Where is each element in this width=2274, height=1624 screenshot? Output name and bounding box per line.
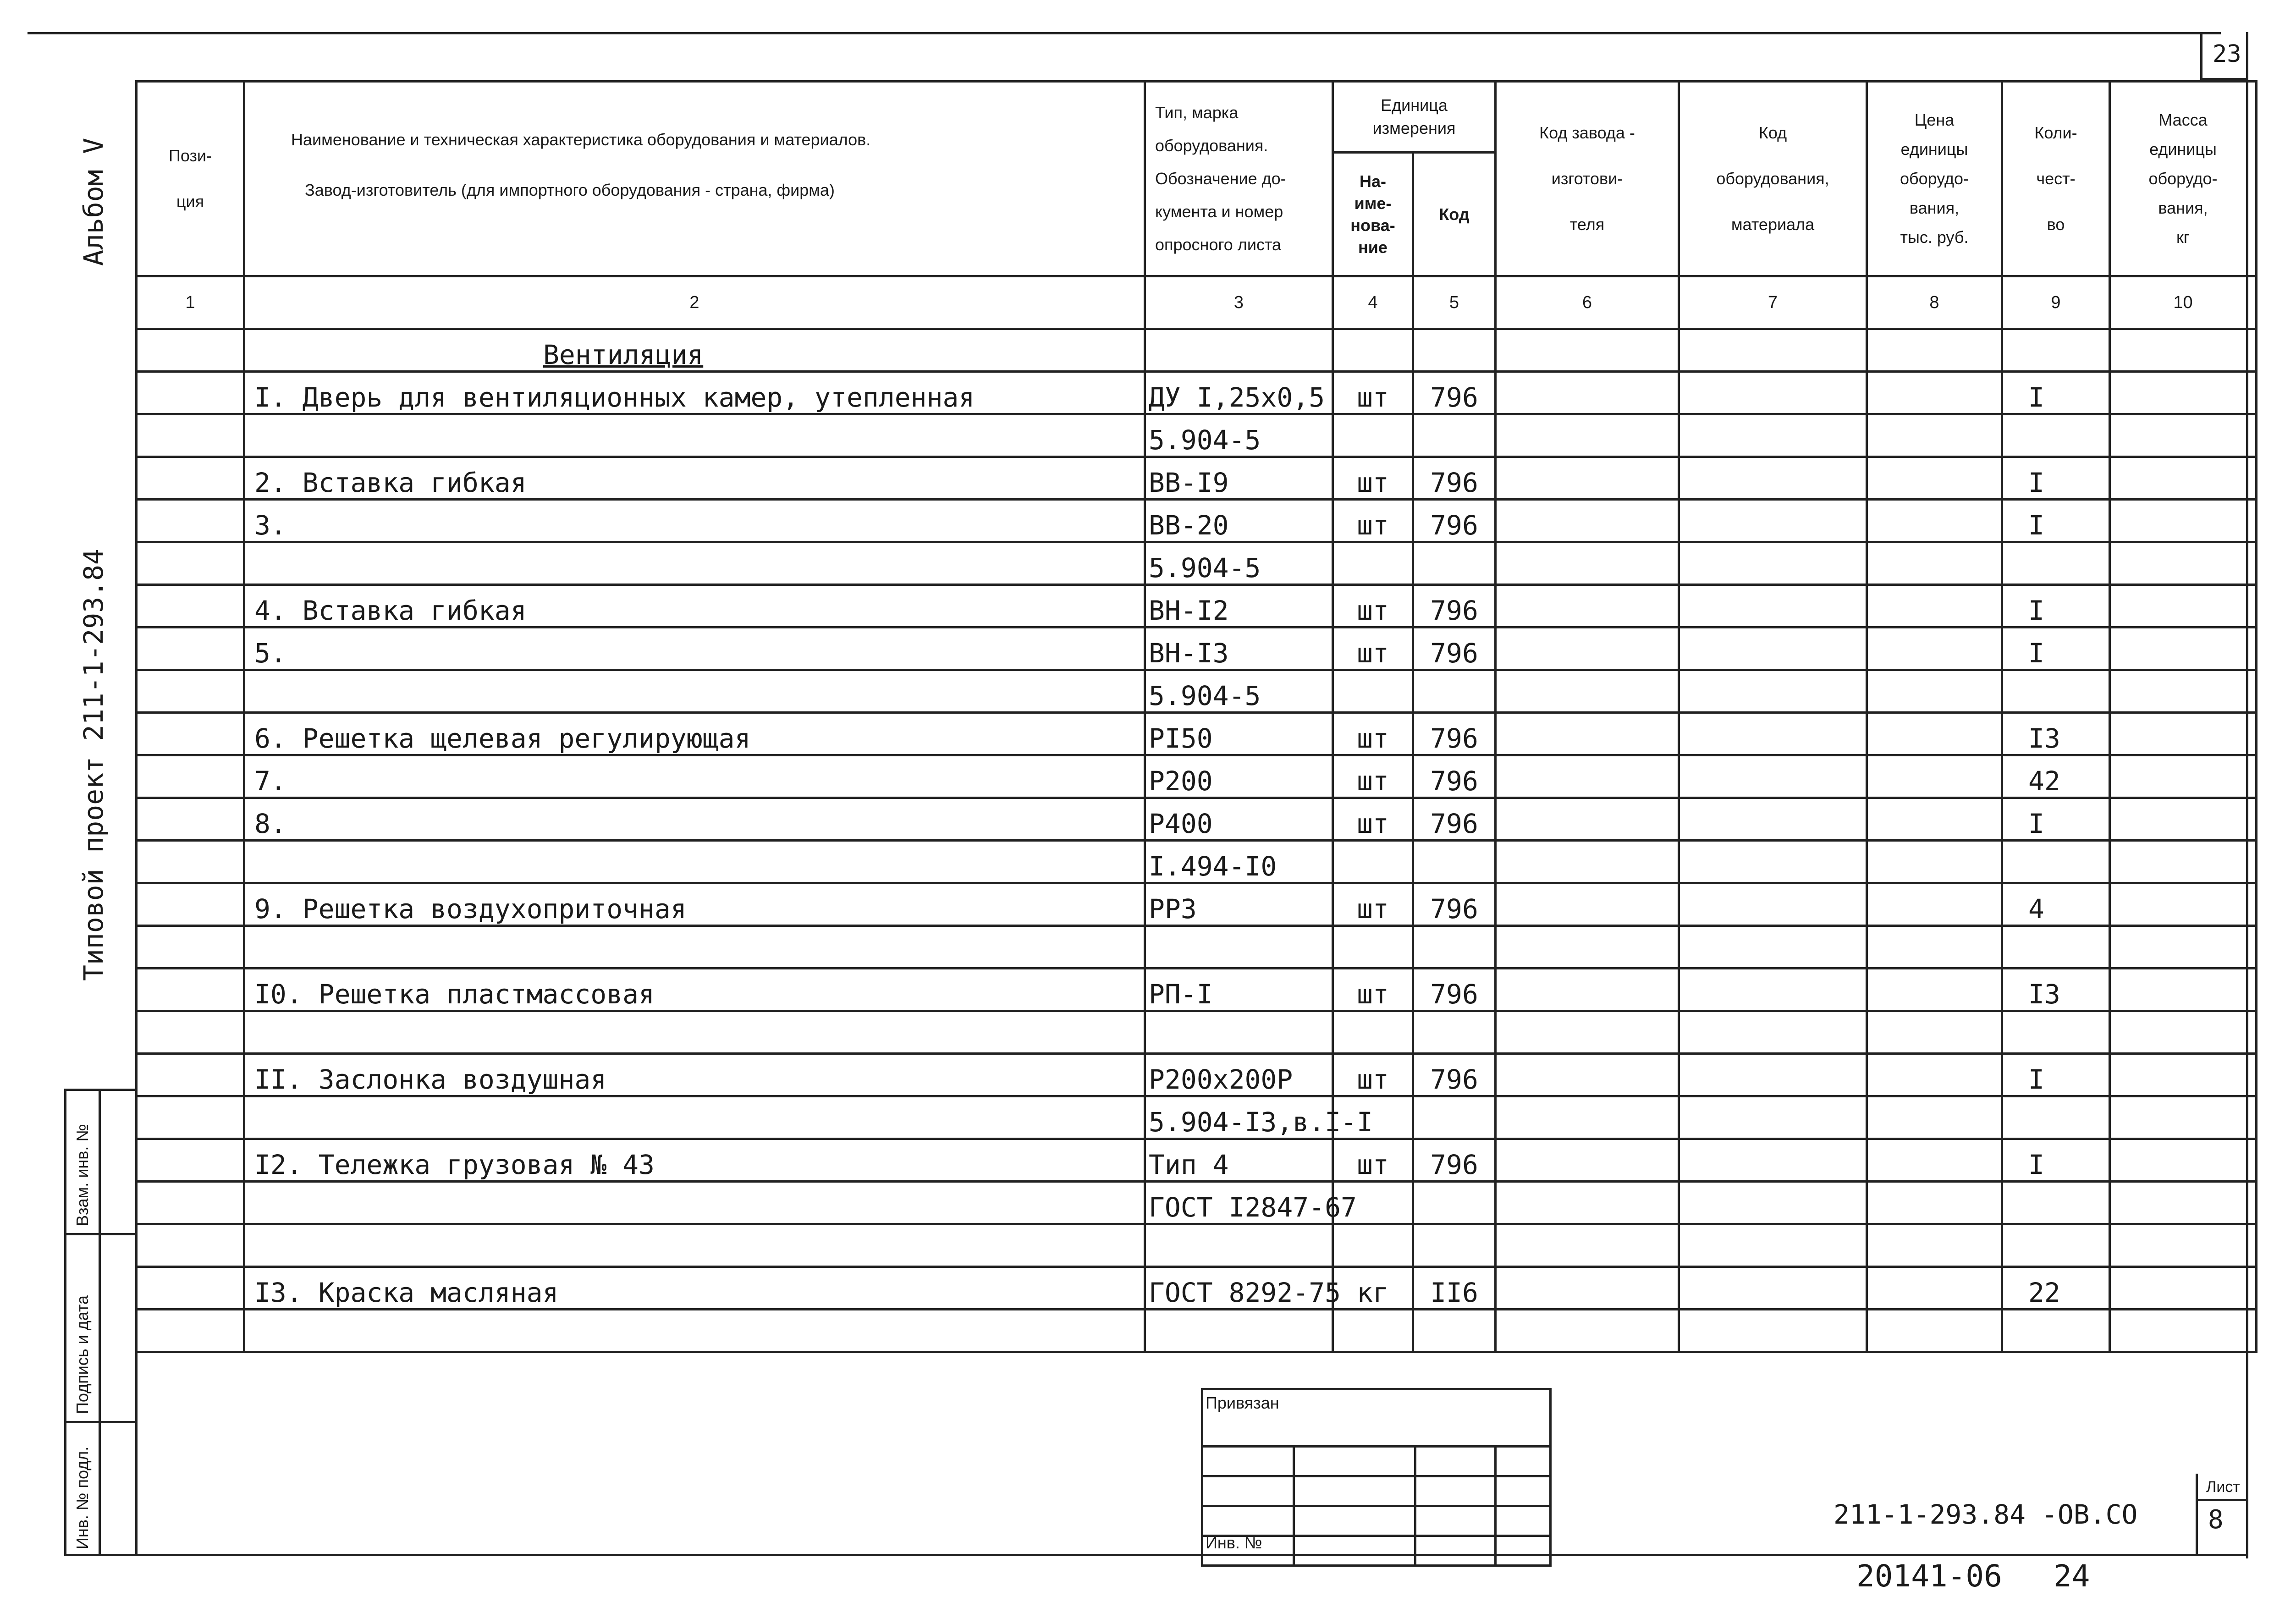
cell-name bbox=[244, 670, 1145, 713]
spec-rows bbox=[137, 372, 2257, 1352]
cell-equipment-code bbox=[1679, 1182, 1867, 1224]
page-number: 23 bbox=[2213, 40, 2241, 68]
cell-unit bbox=[1333, 542, 1413, 585]
cell-type: ВВ-20 bbox=[1145, 500, 1333, 542]
column-number: 1 bbox=[137, 276, 244, 329]
cell-plant-code bbox=[1496, 1182, 1679, 1224]
cell-quantity bbox=[2002, 1011, 2110, 1054]
cell-unit-code: II6 bbox=[1413, 1267, 1496, 1310]
cell-equipment-code bbox=[1679, 628, 1867, 670]
cell-mass bbox=[2110, 883, 2257, 926]
cell-position bbox=[137, 1182, 244, 1224]
cell-mass bbox=[2110, 1310, 2257, 1352]
specification-table bbox=[135, 80, 2257, 1353]
document-code: 211-1-293.84 -ОВ.СО bbox=[1834, 1499, 2138, 1530]
header-equipment-code: Код оборудования, материала bbox=[1679, 82, 1867, 276]
cell-equipment-code bbox=[1679, 670, 1867, 713]
header-plant-code: Код завода - изготови- теля bbox=[1496, 82, 1679, 276]
cell-name: 4. Вставка гибкая bbox=[244, 585, 1145, 628]
cell-price bbox=[1867, 500, 2002, 542]
cell-price bbox=[1867, 713, 2002, 755]
cell-price bbox=[1867, 585, 2002, 628]
cell-position bbox=[137, 414, 244, 457]
footer-page: 24 bbox=[2054, 1558, 2090, 1594]
cell-price bbox=[1867, 969, 2002, 1011]
cell-price bbox=[1867, 1096, 2002, 1139]
cell-position bbox=[137, 1267, 244, 1310]
cell-unit bbox=[1333, 926, 1413, 969]
cell-mass bbox=[2110, 1011, 2257, 1054]
cell-unit: шт bbox=[1333, 457, 1413, 500]
cell-unit: шт bbox=[1333, 713, 1413, 755]
cell-unit-code bbox=[1413, 414, 1496, 457]
table-row bbox=[137, 500, 2257, 542]
cell-position bbox=[137, 798, 244, 841]
table-row bbox=[137, 755, 2257, 798]
cell-type: 5.904-5 bbox=[1145, 542, 1333, 585]
cell-plant-code bbox=[1496, 628, 1679, 670]
table-row bbox=[137, 1139, 2257, 1182]
table-row bbox=[137, 798, 2257, 841]
cell-unit bbox=[1333, 670, 1413, 713]
cell-price bbox=[1867, 755, 2002, 798]
cell-mass bbox=[2110, 372, 2257, 414]
cell-unit: шт bbox=[1333, 628, 1413, 670]
cell-position bbox=[137, 1096, 244, 1139]
cell-name: I3. Краска масляная bbox=[244, 1267, 1145, 1310]
cell-unit-code: 796 bbox=[1413, 798, 1496, 841]
cell-plant-code bbox=[1496, 1267, 1679, 1310]
cell-plant-code bbox=[1496, 1310, 1679, 1352]
cell-position bbox=[137, 670, 244, 713]
cell-quantity: I bbox=[2002, 1139, 2110, 1182]
cell-type: РI50 bbox=[1145, 713, 1333, 755]
cell-quantity: I bbox=[2002, 372, 2110, 414]
cell-unit-code: 796 bbox=[1413, 1054, 1496, 1096]
cell-mass bbox=[2110, 1182, 2257, 1224]
cell-equipment-code bbox=[1679, 457, 1867, 500]
cell-name bbox=[244, 1096, 1145, 1139]
cell-position bbox=[137, 1054, 244, 1096]
inventory-label: Инв. № bbox=[1206, 1533, 1262, 1552]
cell-position bbox=[137, 500, 244, 542]
cell-position bbox=[137, 883, 244, 926]
attached-label: Привязан bbox=[1206, 1393, 1279, 1412]
cell-equipment-code bbox=[1679, 713, 1867, 755]
cell-name: I0. Решетка пластмассовая bbox=[244, 969, 1145, 1011]
cell-plant-code bbox=[1496, 1224, 1679, 1267]
header-row bbox=[137, 82, 2257, 153]
cell-mass bbox=[2110, 542, 2257, 585]
cell-mass bbox=[2110, 1224, 2257, 1267]
cell-unit: шт bbox=[1333, 585, 1413, 628]
table-row bbox=[137, 1011, 2257, 1054]
cell-position bbox=[137, 1224, 244, 1267]
cell-type: Р400 bbox=[1145, 798, 1333, 841]
project-label: Типовой проект 211-1-293.84 bbox=[78, 549, 109, 981]
cell-unit: кг bbox=[1333, 1267, 1413, 1310]
cell-type: 5.904-I3,в.I-I bbox=[1145, 1096, 1333, 1139]
cell-unit bbox=[1333, 1224, 1413, 1267]
column-number: 9 bbox=[2002, 276, 2110, 329]
cell-equipment-code bbox=[1679, 1139, 1867, 1182]
cell-plant-code bbox=[1496, 1139, 1679, 1182]
cell-name bbox=[244, 542, 1145, 585]
cell-quantity bbox=[2002, 841, 2110, 883]
cell-mass bbox=[2110, 969, 2257, 1011]
cell-position bbox=[137, 457, 244, 500]
cell-unit-code: 796 bbox=[1413, 457, 1496, 500]
cell-name: 6. Решетка щелевая регулирующая bbox=[244, 713, 1145, 755]
cell-unit: шт bbox=[1333, 883, 1413, 926]
cell-type bbox=[1145, 1011, 1333, 1054]
cell-mass bbox=[2110, 841, 2257, 883]
cell-mass bbox=[2110, 585, 2257, 628]
cell-unit bbox=[1333, 414, 1413, 457]
table-row bbox=[137, 457, 2257, 500]
cell-quantity: 22 bbox=[2002, 1267, 2110, 1310]
cell-position bbox=[137, 585, 244, 628]
cell-name: 8. bbox=[244, 798, 1145, 841]
cell-type: ВН-I2 bbox=[1145, 585, 1333, 628]
column-number: 7 bbox=[1679, 276, 1867, 329]
cell-quantity bbox=[2002, 414, 2110, 457]
cell-type: ВН-I3 bbox=[1145, 628, 1333, 670]
header-unit-name: На- име- нова- ние bbox=[1333, 153, 1413, 276]
table-row bbox=[137, 1267, 2257, 1310]
table-row bbox=[137, 585, 2257, 628]
cell-unit-code bbox=[1413, 841, 1496, 883]
table-row bbox=[137, 969, 2257, 1011]
cell-unit-code: 796 bbox=[1413, 372, 1496, 414]
cell-unit-code: 796 bbox=[1413, 755, 1496, 798]
cell-plant-code bbox=[1496, 414, 1679, 457]
cell-unit-code bbox=[1413, 1182, 1496, 1224]
cell-name: 9. Решетка воздухоприточная bbox=[244, 883, 1145, 926]
margin-box bbox=[64, 1089, 138, 1556]
header-mass: Масса единицы оборудо- вания, кг bbox=[2110, 82, 2257, 276]
cell-quantity: I bbox=[2002, 1054, 2110, 1096]
table-row bbox=[137, 372, 2257, 414]
table-row bbox=[137, 414, 2257, 457]
cell-price bbox=[1867, 1182, 2002, 1224]
sheet-box bbox=[2196, 1474, 2248, 1556]
cell-position bbox=[137, 1139, 244, 1182]
cell-mass bbox=[2110, 926, 2257, 969]
header-quantity: Коли- чест- во bbox=[2002, 82, 2110, 276]
cell-equipment-code bbox=[1679, 1011, 1867, 1054]
cell-equipment-code bbox=[1679, 500, 1867, 542]
cell-quantity: I bbox=[2002, 628, 2110, 670]
cell-position bbox=[137, 969, 244, 1011]
column-number: 6 bbox=[1496, 276, 1679, 329]
table-row bbox=[137, 1224, 2257, 1267]
cell-equipment-code bbox=[1679, 883, 1867, 926]
cell-plant-code bbox=[1496, 1054, 1679, 1096]
section-title: Вентиляция bbox=[244, 329, 1145, 372]
cell-position bbox=[137, 1310, 244, 1352]
header-price: Цена единицы оборудо- вания, тыс. руб. bbox=[1867, 82, 2002, 276]
header-position: Пози- ция bbox=[137, 82, 244, 276]
cell-plant-code bbox=[1496, 1096, 1679, 1139]
cell-quantity: I3 bbox=[2002, 713, 2110, 755]
cell-equipment-code bbox=[1679, 1267, 1867, 1310]
cell-quantity bbox=[2002, 1224, 2110, 1267]
cell-type: 5.904-5 bbox=[1145, 670, 1333, 713]
margin-field-inventory: Инв. № подл. bbox=[73, 1446, 92, 1549]
cell-type: ГОСТ I2847-67 bbox=[1145, 1182, 1333, 1224]
cell-type: ДУ I,25х0,5 bbox=[1145, 372, 1333, 414]
table-row bbox=[137, 628, 2257, 670]
header-name: Наименование и техническая характеристика оборудования и материалов. Завод-изготовитель (для импортного оборудования - страна, фирма) bbox=[244, 82, 1145, 276]
cell-quantity: I bbox=[2002, 457, 2110, 500]
cell-type bbox=[1145, 1310, 1333, 1352]
cell-plant-code bbox=[1496, 372, 1679, 414]
cell-type: РП-I bbox=[1145, 969, 1333, 1011]
cell-mass bbox=[2110, 670, 2257, 713]
cell-price bbox=[1867, 1011, 2002, 1054]
column-number: 10 bbox=[2110, 276, 2257, 329]
cell-name bbox=[244, 414, 1145, 457]
cell-plant-code bbox=[1496, 926, 1679, 969]
cell-name: I. Дверь для вентиляционных камер, утепленная bbox=[244, 372, 1145, 414]
table-row bbox=[137, 1054, 2257, 1096]
column-number: 4 bbox=[1333, 276, 1413, 329]
cell-quantity bbox=[2002, 542, 2110, 585]
cell-price bbox=[1867, 670, 2002, 713]
cell-mass bbox=[2110, 755, 2257, 798]
cell-plant-code bbox=[1496, 841, 1679, 883]
cell-unit-code bbox=[1413, 542, 1496, 585]
cell-equipment-code bbox=[1679, 926, 1867, 969]
cell-plant-code bbox=[1496, 1011, 1679, 1054]
cell-name bbox=[244, 1011, 1145, 1054]
cell-quantity bbox=[2002, 926, 2110, 969]
cell-price bbox=[1867, 1267, 2002, 1310]
cell-plant-code bbox=[1496, 585, 1679, 628]
cell-type: I.494-I0 bbox=[1145, 841, 1333, 883]
cell-unit-code: 796 bbox=[1413, 883, 1496, 926]
cell-mass bbox=[2110, 457, 2257, 500]
cell-unit-code: 796 bbox=[1413, 713, 1496, 755]
cell-type: ГОСТ 8292-75 bbox=[1145, 1267, 1333, 1310]
cell-equipment-code bbox=[1679, 1096, 1867, 1139]
column-number: 2 bbox=[244, 276, 1145, 329]
header-unit-code: Код bbox=[1413, 153, 1496, 276]
cell-plant-code bbox=[1496, 755, 1679, 798]
archive-number: 20141-06 bbox=[1856, 1558, 2002, 1594]
cell-type: Р200х200Р bbox=[1145, 1054, 1333, 1096]
cell-unit-code: 796 bbox=[1413, 585, 1496, 628]
cell-price bbox=[1867, 1224, 2002, 1267]
cell-unit: шт bbox=[1333, 798, 1413, 841]
sheet-label: Лист bbox=[2206, 1478, 2240, 1496]
cell-name bbox=[244, 1182, 1145, 1224]
cell-mass bbox=[2110, 1054, 2257, 1096]
cell-unit-code: 796 bbox=[1413, 969, 1496, 1011]
cell-price bbox=[1867, 414, 2002, 457]
header-unit: Единица измерения bbox=[1333, 82, 1496, 153]
cell-equipment-code bbox=[1679, 372, 1867, 414]
cell-mass bbox=[2110, 1139, 2257, 1182]
cell-equipment-code bbox=[1679, 414, 1867, 457]
cell-name bbox=[244, 841, 1145, 883]
table-row bbox=[137, 1096, 2257, 1139]
table-row bbox=[137, 713, 2257, 755]
cell-unit: шт bbox=[1333, 1139, 1413, 1182]
cell-position bbox=[137, 713, 244, 755]
cell-unit bbox=[1333, 841, 1413, 883]
cell-unit: шт bbox=[1333, 1054, 1413, 1096]
cell-unit bbox=[1333, 1310, 1413, 1352]
cell-name: II. Заслонка воздушная bbox=[244, 1054, 1145, 1096]
cell-price bbox=[1867, 841, 2002, 883]
frame-top-line bbox=[28, 32, 2221, 34]
frame-bottom-line bbox=[64, 1554, 2248, 1556]
cell-position bbox=[137, 372, 244, 414]
cell-plant-code bbox=[1496, 713, 1679, 755]
cell-unit: шт bbox=[1333, 969, 1413, 1011]
column-number: 5 bbox=[1413, 276, 1496, 329]
section-row bbox=[137, 329, 2257, 372]
cell-type: ВВ-I9 bbox=[1145, 457, 1333, 500]
column-number: 3 bbox=[1145, 276, 1333, 329]
cell-quantity bbox=[2002, 670, 2110, 713]
cell-mass bbox=[2110, 1267, 2257, 1310]
margin-field-replace: Взам. инв. № bbox=[73, 1123, 92, 1226]
cell-unit-code bbox=[1413, 670, 1496, 713]
cell-quantity: I3 bbox=[2002, 969, 2110, 1011]
cell-name bbox=[244, 1310, 1145, 1352]
cell-name: 3. bbox=[244, 500, 1145, 542]
table-row bbox=[137, 542, 2257, 585]
cell-unit-code bbox=[1413, 1224, 1496, 1267]
cell-price bbox=[1867, 1054, 2002, 1096]
cell-price bbox=[1867, 798, 2002, 841]
cell-equipment-code bbox=[1679, 585, 1867, 628]
cell-quantity: I bbox=[2002, 798, 2110, 841]
cell-position bbox=[137, 628, 244, 670]
cell-name bbox=[244, 1224, 1145, 1267]
cell-equipment-code bbox=[1679, 755, 1867, 798]
cell-type: 5.904-5 bbox=[1145, 414, 1333, 457]
cell-price bbox=[1867, 926, 2002, 969]
header-type: Тип, марка оборудования. Обозначение до- кумента и номер опросного листа bbox=[1145, 82, 1333, 276]
cell-quantity: I bbox=[2002, 500, 2110, 542]
table-row bbox=[137, 670, 2257, 713]
column-number: 8 bbox=[1867, 276, 2002, 329]
table-row bbox=[137, 883, 2257, 926]
cell-type bbox=[1145, 1224, 1333, 1267]
cell-quantity bbox=[2002, 1182, 2110, 1224]
cell-equipment-code bbox=[1679, 1224, 1867, 1267]
margin-field-signature: Подпись и дата bbox=[73, 1295, 92, 1414]
cell-price bbox=[1867, 883, 2002, 926]
cell-unit-code: 796 bbox=[1413, 628, 1496, 670]
cell-unit-code: 796 bbox=[1413, 1139, 1496, 1182]
cell-type: Тип 4 bbox=[1145, 1139, 1333, 1182]
table-row bbox=[137, 926, 2257, 969]
cell-unit: шт bbox=[1333, 755, 1413, 798]
cell-price bbox=[1867, 1139, 2002, 1182]
cell-position bbox=[137, 926, 244, 969]
cell-price bbox=[1867, 457, 2002, 500]
cell-equipment-code bbox=[1679, 542, 1867, 585]
cell-quantity: 4 bbox=[2002, 883, 2110, 926]
cell-name bbox=[244, 926, 1145, 969]
cell-plant-code bbox=[1496, 542, 1679, 585]
cell-unit: шт bbox=[1333, 500, 1413, 542]
cell-equipment-code bbox=[1679, 1054, 1867, 1096]
cell-mass bbox=[2110, 414, 2257, 457]
cell-plant-code bbox=[1496, 500, 1679, 542]
cell-quantity: I bbox=[2002, 585, 2110, 628]
cell-price bbox=[1867, 1310, 2002, 1352]
cell-unit-code: 796 bbox=[1413, 500, 1496, 542]
cell-equipment-code bbox=[1679, 841, 1867, 883]
cell-price bbox=[1867, 542, 2002, 585]
table-row bbox=[137, 1182, 2257, 1224]
cell-type: РР3 bbox=[1145, 883, 1333, 926]
cell-position bbox=[137, 542, 244, 585]
cell-price bbox=[1867, 372, 2002, 414]
cell-quantity: 42 bbox=[2002, 755, 2110, 798]
cell-position bbox=[137, 1011, 244, 1054]
cell-unit-code bbox=[1413, 1310, 1496, 1352]
sheet-number: 8 bbox=[2208, 1505, 2224, 1535]
cell-price bbox=[1867, 628, 2002, 670]
cell-plant-code bbox=[1496, 670, 1679, 713]
column-number-row bbox=[137, 276, 2257, 329]
cell-plant-code bbox=[1496, 883, 1679, 926]
cell-plant-code bbox=[1496, 969, 1679, 1011]
cell-plant-code bbox=[1496, 798, 1679, 841]
table-row bbox=[137, 1310, 2257, 1352]
cell-equipment-code bbox=[1679, 798, 1867, 841]
cell-name: 2. Вставка гибкая bbox=[244, 457, 1145, 500]
cell-unit-code bbox=[1413, 1096, 1496, 1139]
cell-type bbox=[1145, 926, 1333, 969]
cell-quantity bbox=[2002, 1310, 2110, 1352]
cell-type: Р200 bbox=[1145, 755, 1333, 798]
cell-unit bbox=[1333, 1011, 1413, 1054]
page-number-box bbox=[2200, 32, 2246, 80]
cell-quantity bbox=[2002, 1096, 2110, 1139]
cell-position bbox=[137, 755, 244, 798]
cell-unit-code bbox=[1413, 926, 1496, 969]
cell-mass bbox=[2110, 1096, 2257, 1139]
cell-name: I2. Тележка грузовая № 43 bbox=[244, 1139, 1145, 1182]
cell-mass bbox=[2110, 500, 2257, 542]
cell-name: 5. bbox=[244, 628, 1145, 670]
cell-mass bbox=[2110, 798, 2257, 841]
cell-equipment-code bbox=[1679, 1310, 1867, 1352]
cell-position bbox=[137, 841, 244, 883]
table-row bbox=[137, 841, 2257, 883]
cell-name: 7. bbox=[244, 755, 1145, 798]
cell-equipment-code bbox=[1679, 969, 1867, 1011]
cell-plant-code bbox=[1496, 457, 1679, 500]
cell-mass bbox=[2110, 628, 2257, 670]
album-label: Альбом V bbox=[78, 138, 109, 266]
cell-mass bbox=[2110, 713, 2257, 755]
cell-unit: шт bbox=[1333, 372, 1413, 414]
cell-unit-code bbox=[1413, 1011, 1496, 1054]
